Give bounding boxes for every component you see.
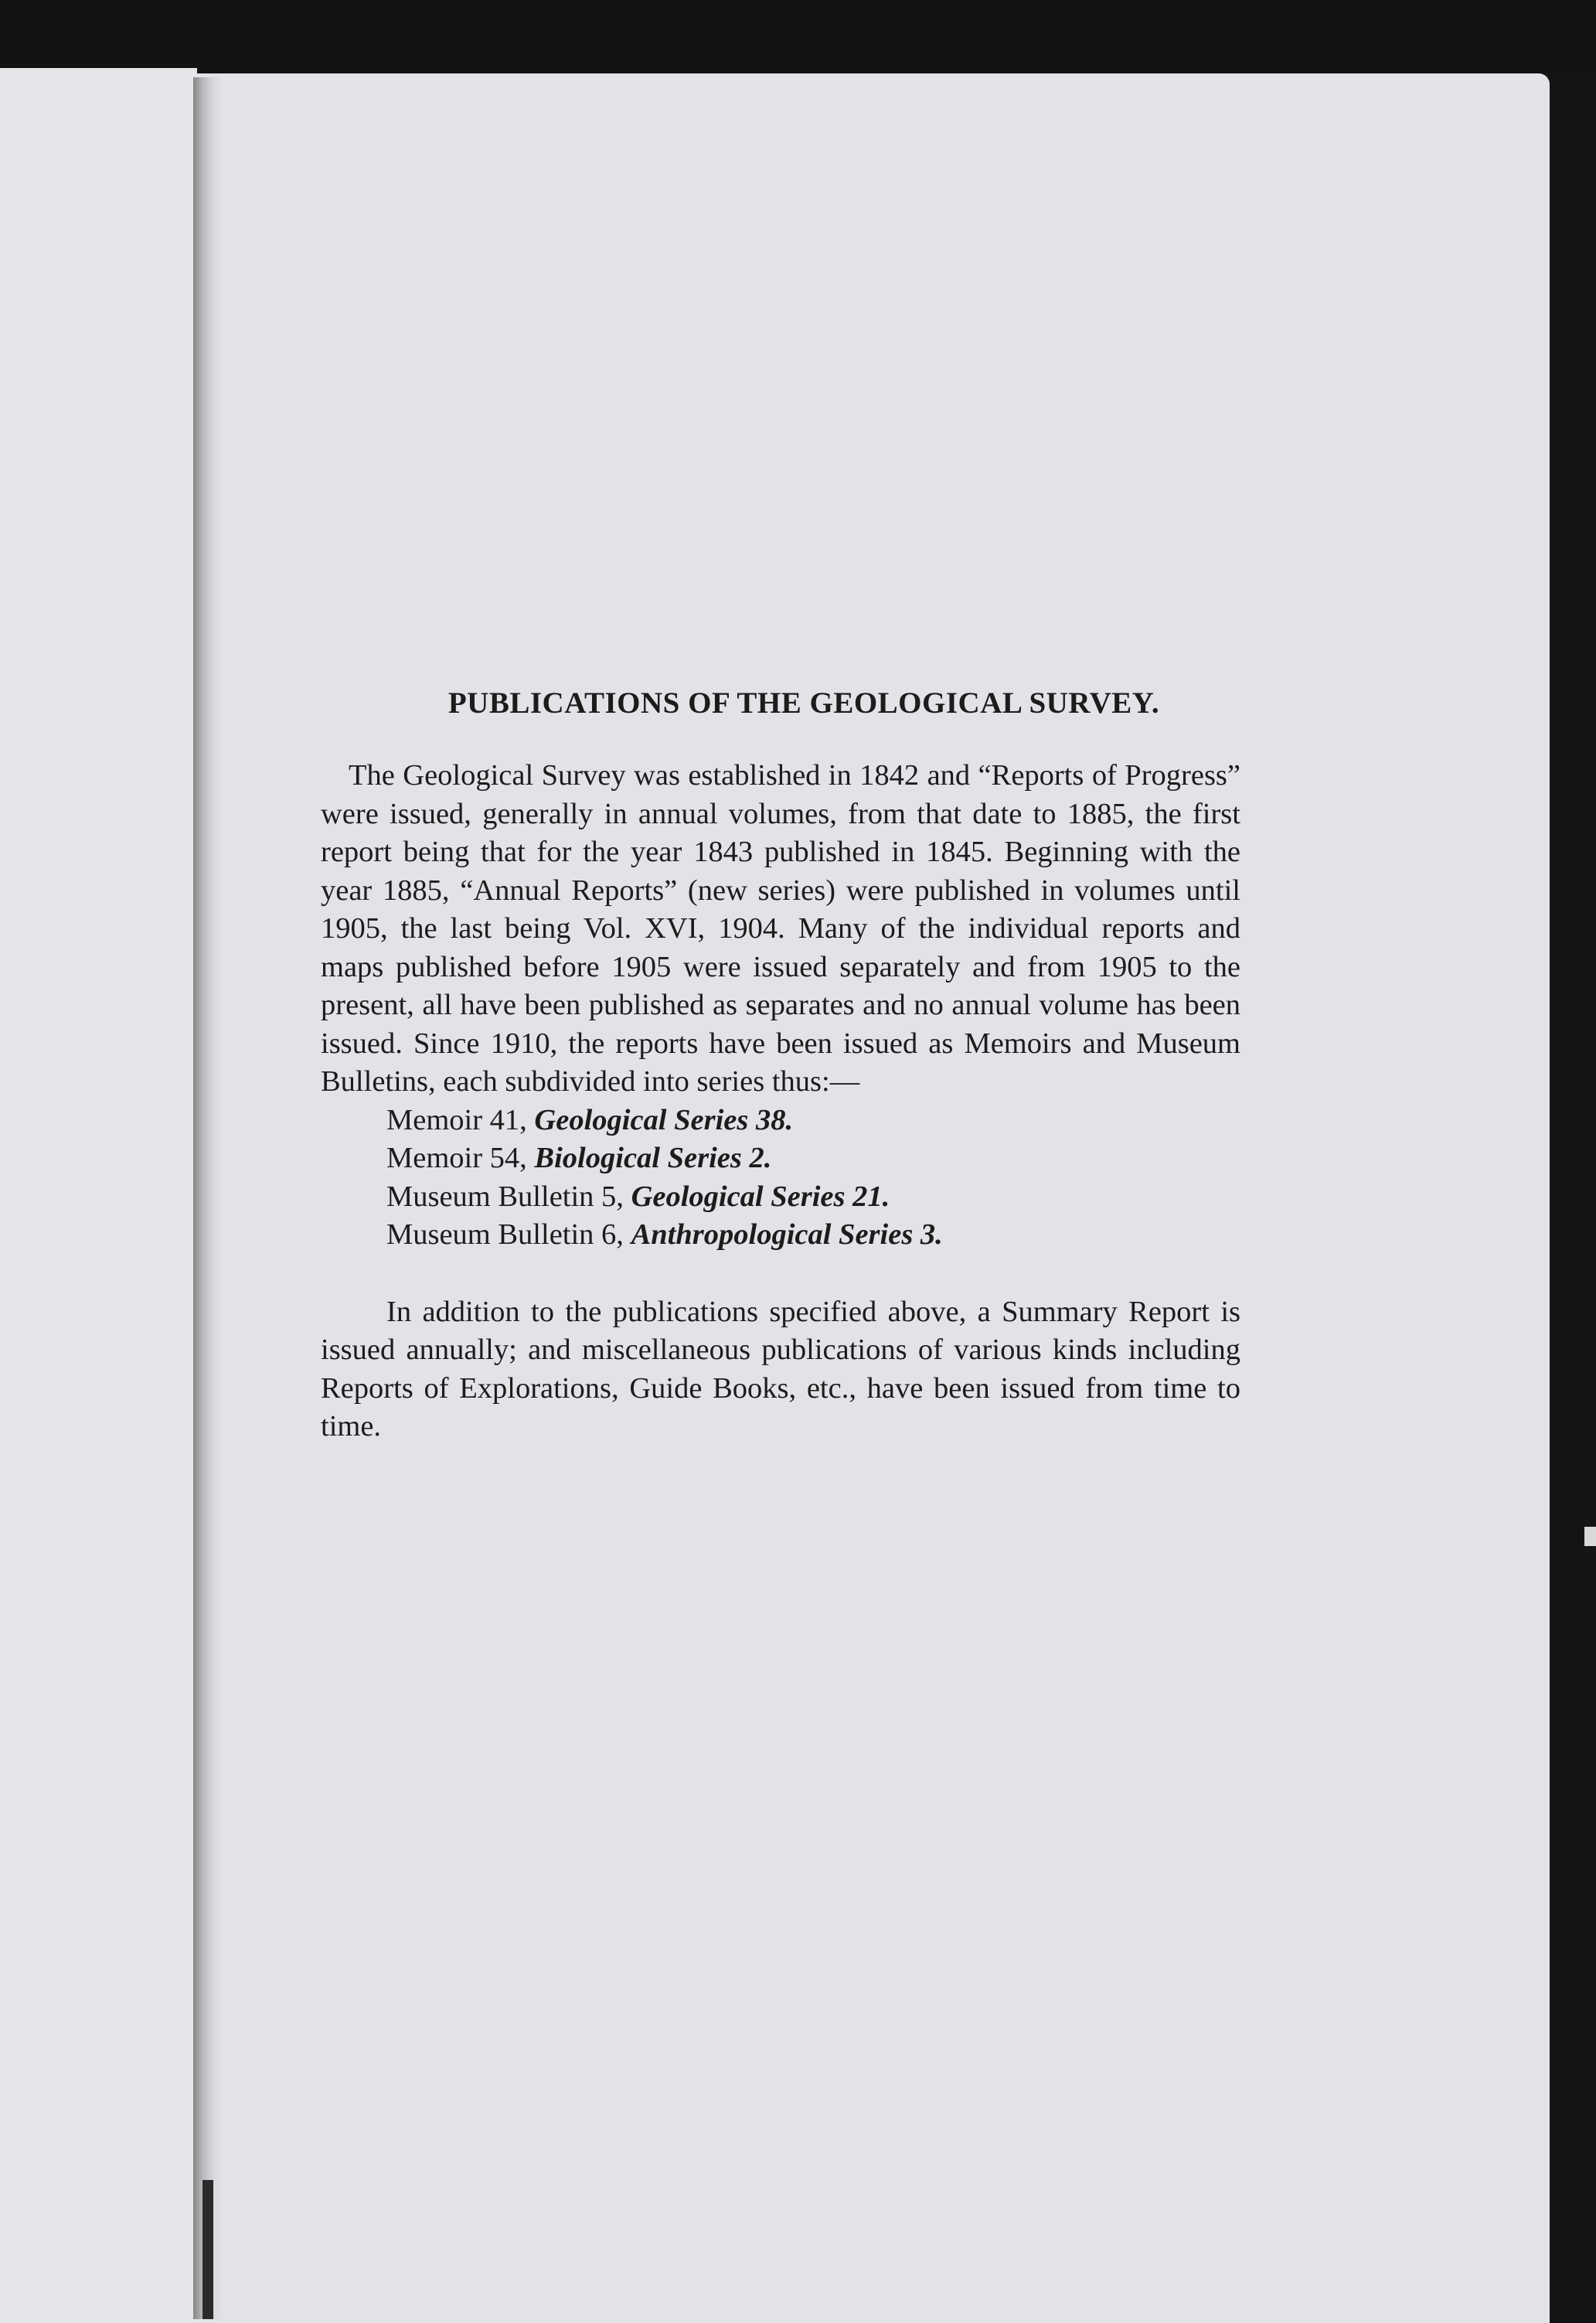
series-item-prefix: Museum Bulletin 6,: [386, 1218, 631, 1251]
series-list: [321, 1102, 1240, 1255]
page-title: PUBLICATIONS OF THE GEOLOGICAL SURVEY.: [447, 686, 1160, 720]
series-item: [386, 1139, 1240, 1178]
scan-left-margin: [0, 68, 197, 2323]
document-body: [321, 684, 1240, 1446]
series-item: [386, 1178, 1240, 1217]
page-gutter-dark-edge: [202, 2180, 213, 2319]
series-item-name: Biological Series 2.: [534, 1142, 772, 1174]
paragraph-summary: In addition to the publications specified above, a Summary Report is issued annually; and miscellaneous publications of various kinds including Reports of Explorations, Guide Books, etc., have been issued from time to time.: [321, 1295, 1240, 1443]
series-item: [386, 1216, 1240, 1255]
series-item-name: Geological Series 38.: [534, 1103, 794, 1136]
series-item: [386, 1102, 1240, 1140]
series-item-name: Anthropological Series 3.: [631, 1218, 943, 1251]
scan-background-top: [0, 0, 1596, 73]
page-gutter-shadow: [193, 77, 223, 2319]
paragraph-history: The Geological Survey was established in 1842 and “Reports of Progress” were issued, generally in annual volumes, from that date to 1885, the first report being that for the year 1843 published in 1845. Beginning with the year 1885, “Annual Reports” (new series) were published in volumes until 1905, the last being Vol. XVI, 1904. Many of the individual reports and maps published before 1905 were issued separately and from 1905 to the present, all have been published as separates and no annual volume has been issued. Since 1910, the reports have been issued as Memoirs and Museum Bulletins, each subdivided into series thus:—: [321, 759, 1240, 1098]
series-item-prefix: Museum Bulletin 5,: [386, 1180, 631, 1213]
page-edge-mark: [1584, 1527, 1596, 1546]
series-item-name: Geological Series 21.: [631, 1180, 890, 1213]
series-item-prefix: Memoir 41,: [386, 1103, 535, 1136]
series-item-prefix: Memoir 54,: [386, 1142, 535, 1174]
